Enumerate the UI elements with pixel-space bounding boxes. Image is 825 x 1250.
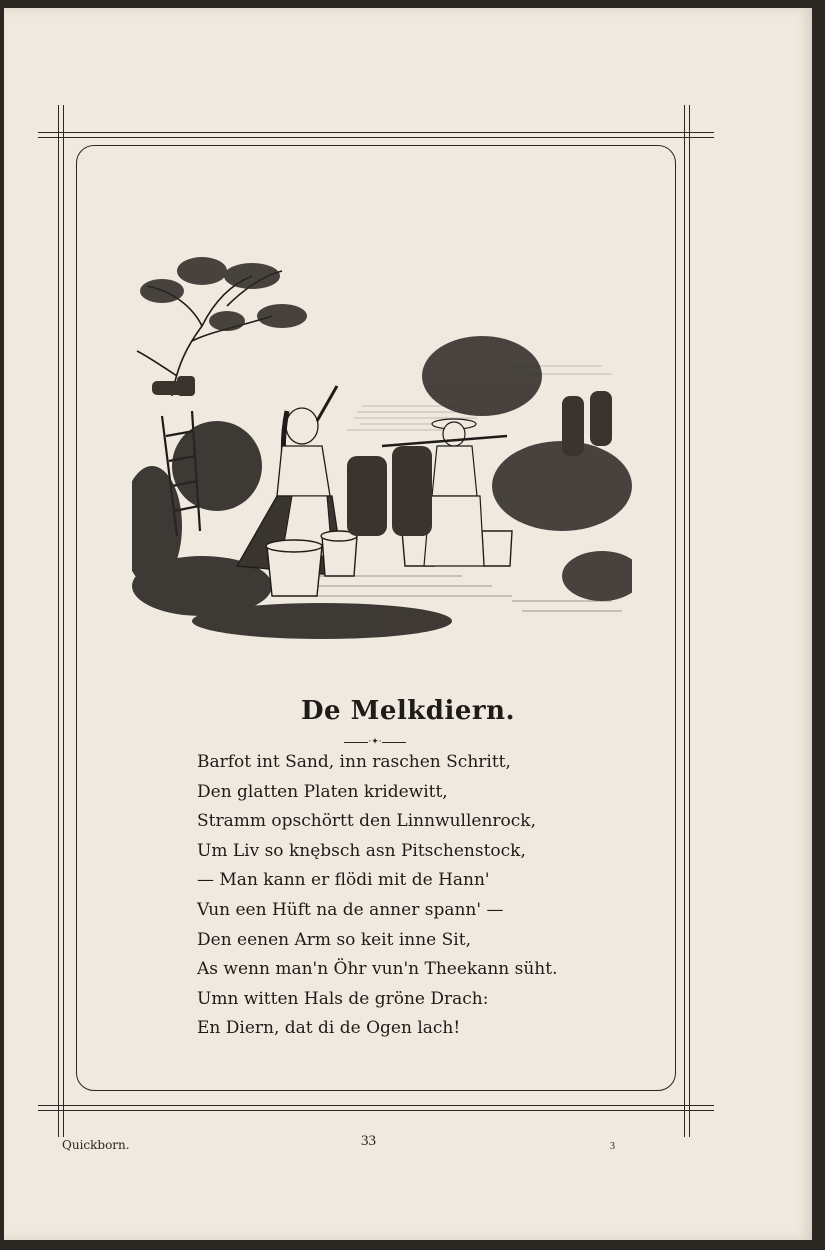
poem-line: Barfot int Sand, inn raschen Schritt, [197, 752, 511, 772]
poem-body [197, 748, 637, 1044]
poem-line: As wenn man'n Öhr vun'n Theekann süht. [197, 959, 558, 980]
bottom-rule [38, 1105, 714, 1106]
poem-line: Vun een Hüft na de anner spann' — [197, 899, 504, 920]
poem-title: De Melkdiern. [300, 696, 516, 726]
title-ornament: ·✦· [344, 736, 406, 748]
page-number: 33 [361, 1133, 376, 1149]
poem-line: Stramm opschörtt den Linnwullenrock, [197, 811, 537, 832]
signature-mark: 3 [610, 1141, 615, 1152]
poem-line: Den glatten Platen kridewitt, [197, 781, 448, 802]
poem-line: Umn witten Hals de gröne Drach: [197, 988, 489, 1009]
poem-line: Den eenen Arm so keit inne Sit, [197, 929, 471, 950]
top-rule-inner [38, 137, 714, 138]
right-rule-inner [689, 105, 690, 1137]
footer-book-title: Quickborn. [62, 1138, 130, 1152]
bottom-rule-inner [38, 1110, 714, 1111]
right-rule [684, 105, 685, 1137]
poem-line: Um Liv so knębsch asn Pitschenstock, [197, 840, 526, 861]
book-page [4, 8, 812, 1240]
left-rule [58, 105, 59, 1137]
poem-line: — Man kann er flödi mit de Hann' [197, 870, 490, 891]
left-rule-inner [63, 105, 64, 1137]
top-rule [38, 132, 714, 133]
poem-line: En Diern, dat di de Ogen lach! [197, 1018, 461, 1039]
woodcut-milkmaids-illustration [132, 246, 632, 646]
